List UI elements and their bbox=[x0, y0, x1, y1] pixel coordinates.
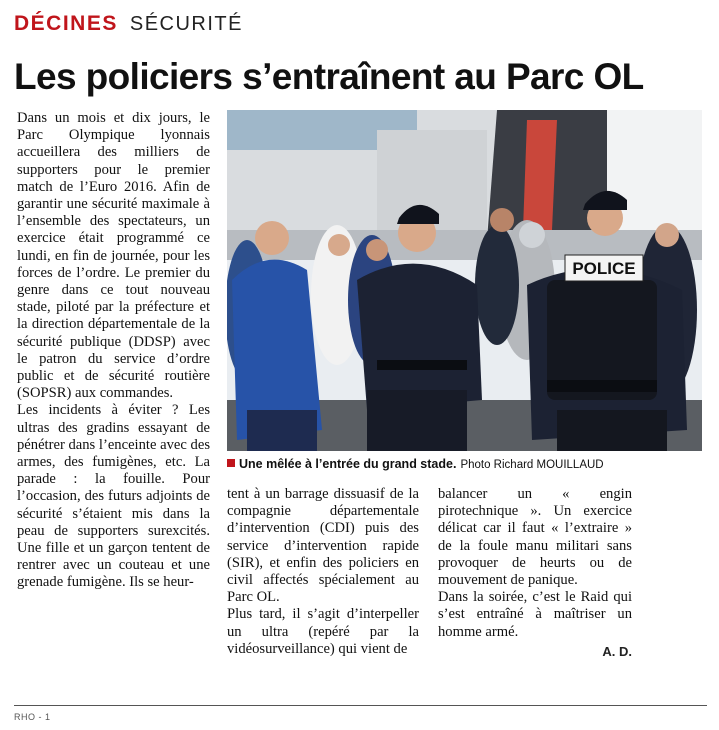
article-photo bbox=[227, 110, 702, 451]
article-paragraph: tent à un barrage dissuasif de la compagnie départementale d’intervention (CDI) puis des service d’intervention rapide (SIR), et enfin des policiers en civil affectés spécialement au Parc OL. bbox=[227, 486, 419, 606]
section-kicker: SÉCURITÉ bbox=[129, 13, 243, 35]
police-exercise-illustration bbox=[227, 110, 702, 451]
article-headline: Les policiers s’entraînent au Parc OL bbox=[14, 56, 644, 97]
article-paragraph: Dans la soirée, c’est le Raid qui s’est entraîné à maîtriser un homme armé. bbox=[438, 589, 632, 640]
photo-caption bbox=[227, 457, 702, 471]
page-header bbox=[14, 12, 243, 38]
article-paragraph: Plus tard, il s’agit d’interpeller un ultra (repéré par la vidéosurveillance) qui vient de bbox=[227, 606, 419, 657]
footer-divider bbox=[14, 705, 707, 706]
article-column-3 bbox=[438, 486, 632, 660]
city-kicker: DÉCINES bbox=[14, 12, 118, 35]
caption-marker-icon bbox=[227, 459, 235, 467]
page-folio: RHO - 1 bbox=[14, 712, 51, 722]
article-paragraph: balancer un « engin pirotechnique ». Un exercice délicat car il faut « l’extraire » de la foule manu militari sans provoquer de heurts ou de mouvement de panique. bbox=[438, 486, 632, 589]
article-column-2 bbox=[227, 486, 419, 658]
article-column-1 bbox=[17, 110, 210, 592]
caption-text: Une mêlée à l’entrée du grand stade. bbox=[239, 457, 457, 471]
photo-credit: Photo Richard MOUILLAUD bbox=[460, 459, 604, 471]
author-signature: A. D. bbox=[602, 643, 632, 659]
police-vest-label: POLICE bbox=[572, 259, 636, 278]
article-paragraph: Dans un mois et dix jours, le Parc Olympique lyonnais accueillera des milliers de supporters pour le premier match de l’Euro 2016. Afin de garantir une sécurité maximale à l’ensemble des spectateurs, un exercice était programmé ce lundi, en fin de journée, pour les forces de l’ordre. Le premier du genre dans ce tout nouveau stade, piloté par la préfecture et la direction départementale de la sécurité publique (DDSP) avec le patron du service d’ordre public et de sécurité routière (SOPSR) aux commandes. bbox=[17, 110, 210, 402]
article-paragraph: Les incidents à éviter ? Les ultras des gradins essayant de pénétrer dans l’enceinte avec des armes, des fumigènes, etc. La parade : la fouille. Pour l’occasion, des futurs adjoints de sécurité s’étaient mis dans la peau de supporters surexcités. Une fille et un garçon tentent de rentrer avec un couteau et une grenade fumigène. Ils se heur- bbox=[17, 402, 210, 591]
